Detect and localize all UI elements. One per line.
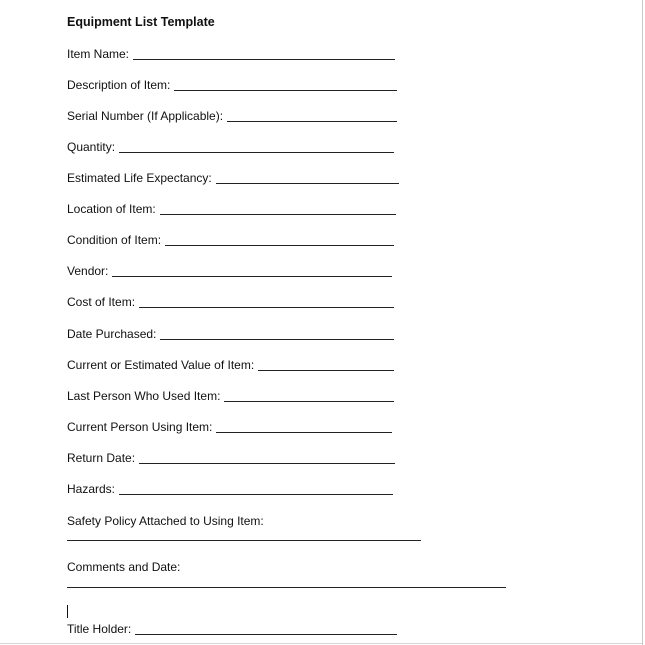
field-label: Condition of Item: (67, 233, 162, 247)
field-label: Date Purchased: (67, 327, 157, 341)
fill-in-line[interactable] (227, 111, 397, 122)
fill-in-line[interactable] (165, 235, 394, 246)
field-label: Location of Item: (67, 202, 156, 216)
field-label: Current Person Using Item: (67, 420, 213, 434)
fill-in-line[interactable] (174, 80, 397, 91)
field-title-holder[interactable] (67, 622, 397, 636)
field-label: Return Date: (67, 451, 136, 465)
field-life-expectancy[interactable] (67, 171, 399, 185)
fill-in-line[interactable] (133, 49, 395, 60)
field-label: Estimated Life Expectancy: (67, 171, 212, 185)
fill-in-line[interactable] (135, 624, 397, 635)
field-vendor[interactable] (67, 264, 392, 278)
field-label: Hazards: (67, 482, 116, 496)
field-hazards[interactable] (67, 482, 393, 496)
field-return-date[interactable] (67, 451, 395, 465)
page-edge-bottom (0, 643, 642, 644)
safety-policy-line[interactable] (67, 540, 421, 541)
field-item-name[interactable] (67, 47, 395, 61)
fill-in-line[interactable] (119, 142, 394, 153)
field-condition[interactable] (67, 233, 394, 247)
fill-in-line[interactable] (216, 422, 392, 433)
field-label: Quantity: (67, 140, 116, 154)
safety-policy-label: Safety Policy Attached to Using Item: (67, 514, 264, 528)
field-label: Vendor: (67, 264, 109, 278)
field-current-person[interactable] (67, 420, 392, 434)
fill-in-line[interactable] (216, 173, 399, 184)
field-label: Serial Number (If Applicable): (67, 109, 224, 123)
field-cost[interactable] (67, 295, 394, 309)
field-label: Cost of Item: (67, 295, 136, 309)
field-current-value[interactable] (67, 358, 394, 372)
fill-in-line[interactable] (119, 484, 393, 495)
field-label: Last Person Who Used Item: (67, 389, 221, 403)
field-last-person[interactable] (67, 389, 394, 403)
field-label: Description of Item: (67, 78, 171, 92)
fill-in-line[interactable] (112, 266, 392, 277)
field-label: Current or Estimated Value of Item: (67, 358, 255, 372)
fill-in-line[interactable] (139, 453, 395, 464)
page-edge (642, 0, 643, 645)
field-location[interactable] (67, 202, 396, 216)
fill-in-line[interactable] (258, 360, 394, 371)
field-label: Title Holder: (67, 622, 132, 636)
fill-in-line[interactable] (224, 391, 394, 402)
fill-in-line[interactable] (160, 329, 394, 340)
field-serial-number[interactable] (67, 109, 397, 123)
comments-line[interactable] (67, 587, 506, 588)
fill-in-line[interactable] (160, 204, 396, 215)
comments-label: Comments and Date: (67, 560, 181, 574)
field-date-purchased[interactable] (67, 327, 394, 341)
fill-in-line[interactable] (139, 297, 394, 308)
text-cursor (67, 605, 68, 618)
field-label: Item Name: (67, 47, 130, 61)
document-title: Equipment List Template (67, 15, 215, 29)
field-description[interactable] (67, 78, 397, 92)
field-quantity[interactable] (67, 140, 394, 154)
